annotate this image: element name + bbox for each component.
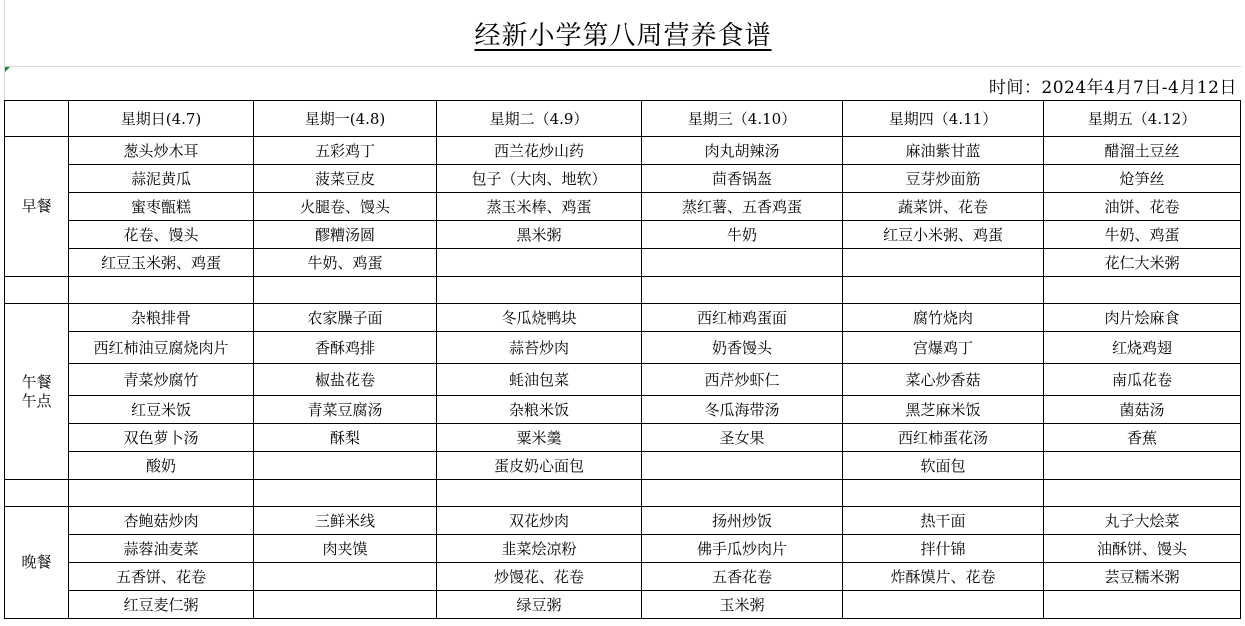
empty-cell xyxy=(437,480,642,507)
dish-cell: 宫爆鸡丁 xyxy=(843,332,1044,364)
dish-cell: 五香花卷 xyxy=(642,563,843,591)
dish-cell: 玉米粥 xyxy=(642,591,843,619)
dish-cell: 五香饼、花卷 xyxy=(69,563,254,591)
dish-cell xyxy=(254,452,437,480)
dish-cell: 红豆麦仁粥 xyxy=(69,591,254,619)
dish-cell: 椒盐花卷 xyxy=(254,364,437,396)
dish-cell: 肉片烩麻食 xyxy=(1044,304,1241,332)
dish-cell: 豆芽炒面筋 xyxy=(843,165,1044,193)
dish-cell: 佛手瓜炒肉片 xyxy=(642,535,843,563)
dish-cell: 冬瓜海带汤 xyxy=(642,396,843,424)
dish-cell: 香酥鸡排 xyxy=(254,332,437,364)
empty-cell xyxy=(843,277,1044,304)
spacer-row xyxy=(5,277,1241,304)
breakfast-row xyxy=(5,221,1241,249)
empty-cell xyxy=(69,480,254,507)
dish-cell: 蒸玉米棒、鸡蛋 xyxy=(437,193,642,221)
dish-cell: 红豆小米粥、鸡蛋 xyxy=(843,221,1044,249)
dish-cell: 茴香锅盔 xyxy=(642,165,843,193)
empty-cell xyxy=(437,277,642,304)
dish-cell: 油饼、花卷 xyxy=(1044,193,1241,221)
dish-cell: 蚝油包菜 xyxy=(437,364,642,396)
dish-cell: 黑芝麻米饭 xyxy=(843,396,1044,424)
dish-cell: 火腿卷、馒头 xyxy=(254,193,437,221)
dish-cell: 腐竹烧肉 xyxy=(843,304,1044,332)
dish-cell: 西红柿油豆腐烧肉片 xyxy=(69,332,254,364)
breakfast-row xyxy=(5,165,1241,193)
dish-cell: 牛奶、鸡蛋 xyxy=(254,249,437,277)
meal-label-breakfast: 早餐 xyxy=(5,137,69,277)
dinner-row xyxy=(5,563,1241,591)
dish-cell: 肉丸胡辣汤 xyxy=(642,137,843,165)
day-header: 星期一(4.8) xyxy=(254,101,437,137)
dish-cell: 蛋皮奶心面包 xyxy=(437,452,642,480)
dish-cell: 杂粮米饭 xyxy=(437,396,642,424)
dish-cell: 冬瓜烧鸭块 xyxy=(437,304,642,332)
dish-cell xyxy=(254,563,437,591)
dinner-row xyxy=(5,507,1241,535)
empty-cell xyxy=(1044,277,1241,304)
day-header: 星期二（4.9） xyxy=(437,101,642,137)
dish-cell: 菠菜豆皮 xyxy=(254,165,437,193)
dish-cell: 醋溜土豆丝 xyxy=(1044,137,1241,165)
dish-cell xyxy=(1044,452,1241,480)
dish-cell xyxy=(437,249,642,277)
empty-cell xyxy=(642,480,843,507)
dish-cell: 炒馒花、花卷 xyxy=(437,563,642,591)
dish-cell: 绿豆粥 xyxy=(437,591,642,619)
dish-cell: 西芹炒虾仁 xyxy=(642,364,843,396)
dish-cell xyxy=(642,249,843,277)
dish-cell: 南瓜花卷 xyxy=(1044,364,1241,396)
empty-cell xyxy=(1044,480,1241,507)
breakfast-row xyxy=(5,137,1241,165)
date-row xyxy=(4,67,1241,100)
dish-cell: 牛奶、鸡蛋 xyxy=(1044,221,1241,249)
dish-cell: 醪糟汤圆 xyxy=(254,221,437,249)
dish-cell: 热干面 xyxy=(843,507,1044,535)
day-header: 星期三（4.10） xyxy=(642,101,843,137)
breakfast-row xyxy=(5,193,1241,221)
meal-label-lunch-line2: 午点 xyxy=(21,391,52,410)
empty-cell xyxy=(254,277,437,304)
dish-cell: 蒜蓉油麦菜 xyxy=(69,535,254,563)
dish-cell: 肉夹馍 xyxy=(254,535,437,563)
dish-cell: 杏鲍菇炒肉 xyxy=(69,507,254,535)
dish-cell: 芸豆糯米粥 xyxy=(1044,563,1241,591)
meal-label-lunch-line1: 午餐 xyxy=(21,372,52,391)
dish-cell: 牛奶 xyxy=(642,221,843,249)
empty-cell xyxy=(69,277,254,304)
dish-cell: 菜心炒香菇 xyxy=(843,364,1044,396)
dinner-row xyxy=(5,535,1241,563)
dish-cell: 酸奶 xyxy=(69,452,254,480)
lunch-row xyxy=(5,304,1241,332)
menu-table xyxy=(4,100,1241,619)
dish-cell: 双花炒肉 xyxy=(437,507,642,535)
header-row xyxy=(5,101,1241,137)
dish-cell: 油酥饼、馒头 xyxy=(1044,535,1241,563)
empty-cell xyxy=(5,480,69,507)
dish-cell: 丸子大烩菜 xyxy=(1044,507,1241,535)
dish-cell: 青菜炒腐竹 xyxy=(69,364,254,396)
dish-cell: 红豆米饭 xyxy=(69,396,254,424)
dish-cell: 粟米羹 xyxy=(437,424,642,452)
breakfast-row xyxy=(5,249,1241,277)
empty-cell xyxy=(5,277,69,304)
dish-cell: 黑米粥 xyxy=(437,221,642,249)
header-corner xyxy=(5,101,69,137)
dish-cell: 花仁大米粥 xyxy=(1044,249,1241,277)
dish-cell: 圣女果 xyxy=(642,424,843,452)
dinner-row xyxy=(5,591,1241,619)
page-title: 经新小学第八周营养食谱 xyxy=(474,21,772,51)
dish-cell: 三鲜米线 xyxy=(254,507,437,535)
dish-cell: 西红柿蛋花汤 xyxy=(843,424,1044,452)
dish-cell: 农家臊子面 xyxy=(254,304,437,332)
dish-cell: 红豆玉米粥、鸡蛋 xyxy=(69,249,254,277)
dish-cell xyxy=(1044,591,1241,619)
day-header: 星期五（4.12） xyxy=(1044,101,1241,137)
dish-cell: 软面包 xyxy=(843,452,1044,480)
dish-cell: 拌什锦 xyxy=(843,535,1044,563)
meal-label-lunch xyxy=(5,304,69,480)
empty-cell xyxy=(642,277,843,304)
dish-cell: 花卷、馒头 xyxy=(69,221,254,249)
date-range: 时间：2024年4月7日-4月12日 xyxy=(988,78,1237,98)
dish-cell: 麻油紫甘蓝 xyxy=(843,137,1044,165)
dish-cell: 蒸红薯、五香鸡蛋 xyxy=(642,193,843,221)
dish-cell: 酥梨 xyxy=(254,424,437,452)
title-row xyxy=(4,0,1241,67)
day-header: 星期日(4.7) xyxy=(69,101,254,137)
dish-cell: 香蕉 xyxy=(1044,424,1241,452)
dish-cell: 蒜苔炒肉 xyxy=(437,332,642,364)
dish-cell: 五彩鸡丁 xyxy=(254,137,437,165)
dish-cell: 奶香馒头 xyxy=(642,332,843,364)
lunch-row xyxy=(5,452,1241,480)
dish-cell: 双色萝卜汤 xyxy=(69,424,254,452)
empty-cell xyxy=(843,480,1044,507)
dish-cell: 扬州炒饭 xyxy=(642,507,843,535)
lunch-row xyxy=(5,396,1241,424)
dish-cell xyxy=(843,591,1044,619)
dish-cell: 蜜枣甑糕 xyxy=(69,193,254,221)
dish-cell: 蔬菜饼、花卷 xyxy=(843,193,1044,221)
lunch-row xyxy=(5,364,1241,396)
dish-cell: 青菜豆腐汤 xyxy=(254,396,437,424)
day-header: 星期四（4.11） xyxy=(843,101,1044,137)
lunch-row xyxy=(5,424,1241,452)
dish-cell: 红烧鸡翅 xyxy=(1044,332,1241,364)
dish-cell: 西兰花炒山药 xyxy=(437,137,642,165)
dish-cell: 包子（大肉、地软） xyxy=(437,165,642,193)
dish-cell xyxy=(843,249,1044,277)
dish-cell: 蒜泥黄瓜 xyxy=(69,165,254,193)
dish-cell: 杂粮排骨 xyxy=(69,304,254,332)
dish-cell xyxy=(642,452,843,480)
dish-cell: 炝笋丝 xyxy=(1044,165,1241,193)
dish-cell: 炸酥馍片、花卷 xyxy=(843,563,1044,591)
dish-cell: 西红柿鸡蛋面 xyxy=(642,304,843,332)
spacer-row xyxy=(5,480,1241,507)
lunch-row xyxy=(5,332,1241,364)
dish-cell: 韭菜烩凉粉 xyxy=(437,535,642,563)
empty-cell xyxy=(254,480,437,507)
dish-cell: 葱头炒木耳 xyxy=(69,137,254,165)
meal-label-dinner: 晚餐 xyxy=(5,507,69,619)
dish-cell: 菌菇汤 xyxy=(1044,396,1241,424)
dish-cell xyxy=(254,591,437,619)
